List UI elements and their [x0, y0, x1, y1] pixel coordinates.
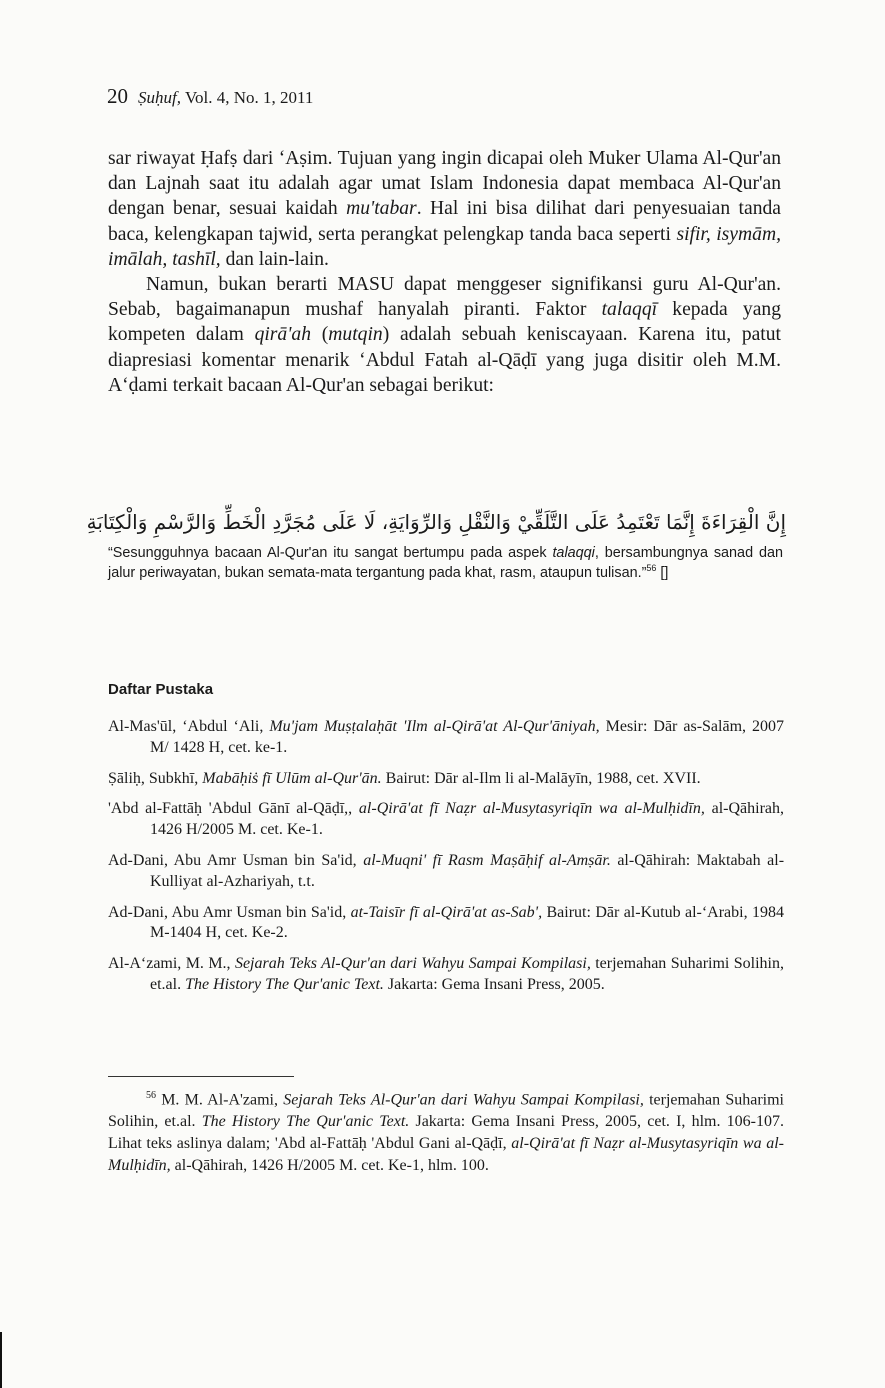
bibliography-title: Daftar Pustaka	[108, 681, 214, 698]
text-run: al-Qāhirah, 1426 H/2005 M. cet. Ke-1, hlm. 100.	[170, 1156, 489, 1174]
paragraph-2	[108, 272, 781, 398]
italic-term: talaqqi	[552, 545, 595, 561]
arabic-quotation: إِنَّ الْقِرَاءَةَ إِنَّمَا تَعْتَمِدُ عَلَى التَّلَقِّيْ وَالنَّقْلِ وَالرِّوَايَةِ، لَا عَلَى مُجَرَّدِ الْخَطِّ وَالرَّسْمِ وَالْكِتَابَةِ	[86, 510, 786, 534]
text-run: kepada yang kompeten dalam	[108, 299, 781, 346]
text-run: Ṣāliḥ, Subkhī,	[108, 769, 203, 787]
bibliography-entry	[108, 851, 784, 893]
text-run: Bairut: Dār al-Ilm li al-Malāyīn, 1988, cet. XVII.	[381, 769, 701, 787]
book-title: The History The Qur'anic Text.	[185, 975, 384, 993]
text-run: sar riwayat Ḥafṣ dari ‘Aṣim. Tujuan yang ingin dicapai oleh Muker Ulama Al-Qur'an dan Lajnah saat itu adalah agar umat Islam Indonesia dapat membaca Al-Qur'an dengan benar, sesuai kaidah	[108, 148, 781, 220]
italic-term: talaqqī	[601, 299, 658, 321]
bibliography-entry	[108, 769, 784, 790]
bibliography-entry	[108, 717, 784, 759]
running-header	[107, 84, 313, 109]
text-run: dan lain-lain.	[220, 248, 329, 270]
text-run: terjemahan Suharimi Solihin, et.al.	[150, 955, 785, 993]
text-run: Namun, bukan berarti MASU dapat menggeser signifikansi guru Al-Qur'an. Sebab, bagaimanapun mushaf hanyalah piranti. Faktor	[108, 274, 781, 321]
footnote-divider	[108, 1076, 294, 1077]
text-run: . Hal ini bisa dilihat dari penyesuaian tanda baca, kelengkapan tajwid, serta perangkat pelengkap tanda baca seperti	[108, 198, 781, 245]
text-run: al-Qāhirah: Maktabah al-Kulliyat al-Azhariyah, t.t.	[150, 851, 785, 890]
footnote-number: 56	[146, 1090, 156, 1101]
book-title: at-Taisīr fī al-Qirā'at as-Sab',	[350, 903, 543, 921]
book-title: al-Qirā'at fī Naẓr al-Musytasyriqīn wa al-Mulḥidīn,	[108, 1134, 784, 1174]
text-run: “Sesungguhnya bacaan Al-Qur'an itu sangat bertumpu pada aspek	[108, 545, 553, 561]
text-run: Mesir: Dār as-Salām, 2007 M/ 1428 H, cet. ke-1.	[150, 718, 785, 756]
text-run: (	[311, 324, 329, 346]
text-run: Jakarta: Gema Insani Press, 2005, cet. I, hlm. 106-107. Lihat teks aslinya dalam; 'Abd al-Fattāḥ 'Abdul Gani al-Qāḍī,	[108, 1113, 784, 1152]
bibliography-entry	[108, 954, 784, 996]
text-run: M. M. Al-A'zami,	[156, 1091, 284, 1109]
end-mark: []	[656, 565, 669, 581]
footnote-ref[interactable]: 56	[646, 563, 657, 574]
text-run: Ad-Dani, Abu Amr Usman bin Sa'id,	[108, 851, 364, 869]
paragraph-1	[108, 146, 781, 272]
footnote-text	[108, 1085, 784, 1177]
page-number: 20	[107, 84, 128, 108]
italic-term: qirā'ah	[254, 324, 312, 346]
text-run: ) adalah sebuah keniscayaan. Karena itu, patut diapresiasi komentar menarik ‘Abdul Fatah al-Qāḍī yang juga disitir oleh M.M. A‘ḍami terkait bacaan Al-Qur'an sebagai berikut:	[108, 324, 781, 396]
text-run: Al-A‘zami, M. M.,	[108, 955, 235, 973]
book-title: al-Muqni' fī Rasm Maṣāḥif al-Amṣār.	[363, 851, 611, 869]
footnote	[108, 1085, 784, 1177]
text-run: terjemahan Suharimi Solihin, et.al.	[108, 1091, 784, 1131]
italic-term: sifir, isymām, imālah, tashīl,	[108, 223, 782, 270]
text-run: al-Qāhirah, 1426 H/2005 M. cet. Ke-1.	[150, 800, 785, 839]
italic-term: mutqin	[328, 324, 383, 346]
quote-translation	[108, 543, 783, 583]
bibliography-entry	[108, 903, 784, 945]
journal-volume: Vol. 4, No. 1, 2011	[184, 88, 314, 107]
italic-term: mu'tabar	[346, 198, 417, 220]
book-title: Mabāḥiṡ fī Ulūm al-Qur'ān.	[202, 769, 382, 787]
book-title: al-Qirā'at fī Naẓr al-Musytasyriqīn wa al-Mulḥidīn,	[358, 800, 705, 818]
book-title: Mu'jam Muṣṭalaḥāt 'Ilm al-Qirā'at Al-Qur'āniyah,	[269, 718, 600, 735]
text-run: Bairut: Dār al-Kutub al-‘Arabi, 1984 M-1404 H, cet. Ke-2.	[150, 903, 784, 942]
journal-name: Ṣuḥuf,	[138, 88, 181, 107]
book-title: The History The Qur'anic Text.	[201, 1113, 410, 1131]
text-run: Ad-Dani, Abu Amr Usman bin Sa'id,	[108, 903, 351, 921]
book-title: Sejarah Teks Al-Qur'an dari Wahyu Sampai Kompilasi,	[283, 1091, 644, 1109]
bibliography-list	[108, 717, 784, 1006]
body-text	[108, 146, 781, 398]
bibliography-entry	[108, 799, 784, 841]
scan-edge-mark	[0, 1332, 2, 1388]
text-run: 'Abd al-Fattāḥ 'Abdul Gānī al-Qāḍī,,	[108, 800, 359, 818]
book-title: Sejarah Teks Al-Qur'an dari Wahyu Sampai Kompilasi,	[234, 955, 591, 973]
text-run: Jakarta: Gema Insani Press, 2005.	[383, 975, 605, 993]
text-run: , bersambungnya sanad dan jalur periwayatan, bukan semata-mata tergantung pada khat, rasm, ataupun tulisan.”	[108, 545, 783, 581]
text-run: Al-Mas'ūl, ‘Abdul ‘Ali,	[108, 718, 270, 735]
